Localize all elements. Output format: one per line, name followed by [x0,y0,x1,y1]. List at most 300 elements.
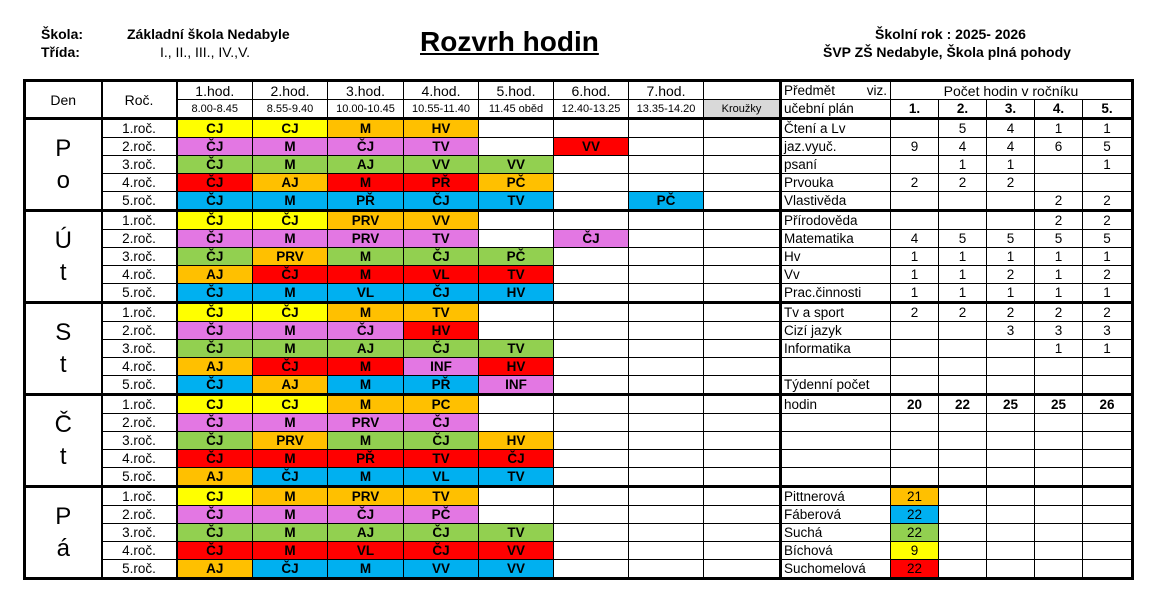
lesson-cell [554,119,629,138]
header-time: 8.55-9.40 [253,100,328,119]
hours-cell: 1 [1035,284,1083,303]
hours-cell [1035,524,1083,542]
header-krouzky: Kroužky [704,100,781,119]
lesson-cell [629,524,704,542]
lesson-cell: M [253,524,328,542]
lesson-cell: PČ [629,192,704,211]
school-year: Školní rok : 2025- 2026 [875,26,1026,42]
lesson-cell [554,542,629,560]
hours-cell [1035,174,1083,192]
lesson-cell [629,560,704,579]
hours-cell: 1 [1083,340,1133,358]
table-row [25,395,1133,414]
lesson-cell: M [253,322,328,340]
table-row [25,358,1133,376]
table-row [25,284,1133,303]
lesson-cell [629,303,704,322]
lesson-cell [629,487,704,506]
hours-cell: 4 [891,230,939,248]
lesson-cell [554,192,629,211]
lesson-cell: PŘ [404,376,479,395]
lesson-cell: VV [554,138,629,156]
day-label: Ú t [25,211,102,303]
table-row [25,340,1133,358]
hours-cell: 2 [987,266,1035,284]
lesson-cell: M [253,542,328,560]
subject-label: Hv [781,248,891,266]
lesson-cell: ČJ [177,303,253,322]
lesson-cell [554,432,629,450]
grade-label: 4.roč. [102,450,177,468]
hours-cell [891,211,939,230]
lesson-cell: ČJ [177,284,253,303]
grade-label: 3.roč. [102,524,177,542]
lesson-cell: TV [479,468,554,487]
hours-cell: 1 [891,248,939,266]
grade-label: 4.roč. [102,542,177,560]
hours-cell [1035,542,1083,560]
krouzky-cell [704,450,781,468]
grade-label: 1.roč. [102,395,177,414]
krouzky-cell [704,506,781,524]
hours-cell [1083,414,1133,432]
lesson-cell: M [328,395,404,414]
lesson-cell [554,376,629,395]
grade-label: 3.roč. [102,432,177,450]
lesson-cell: M [253,450,328,468]
grade-label: 1.roč. [102,487,177,506]
hours-cell [939,414,987,432]
lesson-cell [629,230,704,248]
lesson-cell: M [328,266,404,284]
hours-cell [1083,468,1133,487]
lesson-cell: VV [404,156,479,174]
hours-cell [939,468,987,487]
hours-cell [987,450,1035,468]
hours-cell [939,376,987,395]
krouzky-cell [704,303,781,322]
table-row [25,524,1133,542]
grade-label: 5.roč. [102,284,177,303]
lesson-cell [554,524,629,542]
table-row [25,303,1133,322]
hours-cell [987,340,1035,358]
hours-cell [891,468,939,487]
subject-label: Čtení a Lv [781,119,891,138]
header-ucebni-plan: učební plán [781,100,891,119]
timetable [23,79,1134,580]
subject-label: Týdenní počet [781,376,891,395]
header-time: 8.00-8.45 [177,100,253,119]
lesson-cell: ČJ [404,340,479,358]
hours-cell [891,156,939,174]
lesson-cell: TV [479,340,554,358]
lesson-cell: CJ [253,395,328,414]
svp-label: ŠVP ZŠ Nedabyle, Škola plná pohody [823,44,1071,60]
header-den: Den [25,81,102,119]
lesson-cell: TV [404,450,479,468]
lesson-cell [629,414,704,432]
hours-cell: 3 [987,322,1035,340]
hours-cell: 22 [939,395,987,414]
lesson-cell: CJ [177,119,253,138]
lesson-cell [554,284,629,303]
grade-label: 4.roč. [102,358,177,376]
lesson-cell [479,322,554,340]
lesson-cell: ČJ [404,542,479,560]
lesson-cell [554,506,629,524]
subject-label [781,432,891,450]
subject-label: Matematika [781,230,891,248]
hours-cell: 22 [891,560,939,579]
grade-label: 1.roč. [102,119,177,138]
subject-label: Fáberová [781,506,891,524]
grade-label: 5.roč. [102,192,177,211]
hours-cell: 1 [1035,340,1083,358]
hours-cell [1035,487,1083,506]
lesson-cell: M [253,138,328,156]
hours-cell [1035,376,1083,395]
lesson-cell: PČ [404,506,479,524]
lesson-cell: PC [404,395,479,414]
hours-cell [987,542,1035,560]
grade-label: 2.roč. [102,506,177,524]
hours-cell [987,560,1035,579]
hours-cell [987,468,1035,487]
day-label: Č t [25,395,102,487]
krouzky-cell [704,395,781,414]
hours-cell: 6 [1035,138,1083,156]
hours-cell: 26 [1083,395,1133,414]
lesson-cell: M [328,174,404,192]
lesson-cell [554,395,629,414]
header-time: 13.35-14.20 [629,100,704,119]
lesson-cell [629,284,704,303]
hours-cell [1083,506,1133,524]
header-predmet [781,81,891,100]
lesson-cell: ČJ [253,303,328,322]
hours-cell: 1 [939,248,987,266]
lesson-cell: ČJ [177,524,253,542]
table-row [25,468,1133,487]
table-row [25,156,1133,174]
hours-cell: 4 [987,119,1035,138]
krouzky-cell [704,138,781,156]
krouzky-cell [704,156,781,174]
hours-cell [891,432,939,450]
hours-cell [1035,468,1083,487]
lesson-cell: PRV [328,487,404,506]
predmet-label: Předmět [784,82,836,98]
lesson-cell: PRV [328,211,404,230]
hours-cell: 1 [891,284,939,303]
hours-cell [1035,432,1083,450]
grade-label: 5.roč. [102,376,177,395]
lesson-cell: M [253,192,328,211]
lesson-cell: M [328,358,404,376]
hours-cell [1083,560,1133,579]
hours-cell: 2 [1083,192,1133,211]
skola-value: Základní škola Nedabyle [127,26,290,42]
grade-label: 5.roč. [102,468,177,487]
lesson-cell: ČJ [253,358,328,376]
subject-label: jaz.vyuč. [781,138,891,156]
hours-cell [1083,542,1133,560]
hours-cell [939,322,987,340]
lesson-cell: VV [404,211,479,230]
hours-cell [891,192,939,211]
lesson-cell: AJ [253,376,328,395]
lesson-cell: AJ [328,340,404,358]
hours-cell: 1 [939,266,987,284]
lesson-cell: ČJ [479,450,554,468]
lesson-cell: M [328,248,404,266]
hours-cell [1083,358,1133,376]
page-title: Rozvrh hodin [420,26,599,57]
lesson-cell [629,248,704,266]
lesson-cell [554,156,629,174]
hours-cell: 4 [987,138,1035,156]
lesson-cell: ČJ [177,138,253,156]
krouzky-cell [704,542,781,560]
table-row [25,266,1133,284]
lesson-cell: CJ [177,395,253,414]
lesson-cell [629,395,704,414]
hours-cell [987,211,1035,230]
lesson-cell: VL [328,284,404,303]
grade-label: 2.roč. [102,230,177,248]
hours-cell: 2 [891,174,939,192]
lesson-cell [629,450,704,468]
subject-label: Bíchová [781,542,891,560]
table-row [25,138,1133,156]
hours-cell [891,376,939,395]
lesson-cell: PŘ [328,192,404,211]
lesson-cell: AJ [328,156,404,174]
lesson-cell [629,322,704,340]
lesson-cell [554,468,629,487]
lesson-cell: VV [479,560,554,579]
lesson-cell: ČJ [177,542,253,560]
lesson-cell [479,303,554,322]
lesson-cell: M [253,284,328,303]
lesson-cell: PŘ [328,450,404,468]
lesson-cell [629,468,704,487]
lesson-cell: ČJ [177,248,253,266]
hours-cell: 2 [1035,211,1083,230]
hours-cell: 9 [891,138,939,156]
lesson-cell [479,211,554,230]
hours-cell: 21 [891,487,939,506]
lesson-cell: ČJ [177,230,253,248]
lesson-cell: VL [328,542,404,560]
lesson-cell: M [328,432,404,450]
krouzky-cell [704,174,781,192]
lesson-cell: AJ [177,468,253,487]
lesson-cell: ČJ [328,506,404,524]
krouzky-cell [704,230,781,248]
hours-cell: 22 [891,506,939,524]
header-time: 10.00-10.45 [328,100,404,119]
hours-cell: 1 [891,266,939,284]
header-grade: 3. [987,100,1035,119]
lesson-cell [554,340,629,358]
subject-label: Přírodověda [781,211,891,230]
hours-cell: 9 [891,542,939,560]
hours-cell: 4 [939,138,987,156]
lesson-cell: PČ [479,248,554,266]
grade-label: 1.roč. [102,303,177,322]
trida-value: I., II., III., IV.,V. [160,44,251,60]
subject-label: Prac.činnosti [781,284,891,303]
lesson-cell [629,119,704,138]
lesson-cell [554,322,629,340]
lesson-cell: AJ [177,266,253,284]
hours-cell: 1 [1083,284,1133,303]
lesson-cell: M [253,230,328,248]
subject-label: Suchá [781,524,891,542]
hours-cell [987,192,1035,211]
header-pocet: Počet hodin v ročníku [891,81,1133,100]
lesson-cell [554,450,629,468]
lesson-cell [629,376,704,395]
lesson-cell [629,358,704,376]
hours-cell: 2 [1083,303,1133,322]
lesson-cell: M [253,506,328,524]
header-krouzky-blank [704,81,781,100]
table-row [25,414,1133,432]
lesson-cell: ČJ [404,192,479,211]
hours-cell [987,432,1035,450]
lesson-cell [629,542,704,560]
lesson-cell [629,340,704,358]
header-hour: 1.hod. [177,81,253,100]
lesson-cell [629,174,704,192]
table-row [25,174,1133,192]
lesson-cell [554,266,629,284]
hours-cell: 5 [1083,230,1133,248]
krouzky-cell [704,487,781,506]
lesson-cell: TV [404,487,479,506]
subject-label: psaní [781,156,891,174]
lesson-cell: TV [479,266,554,284]
hours-cell [987,414,1035,432]
lesson-cell: CJ [253,119,328,138]
lesson-cell [554,414,629,432]
lesson-cell: VL [404,266,479,284]
lesson-cell [629,156,704,174]
lesson-cell: ČJ [404,414,479,432]
krouzky-cell [704,284,781,303]
hours-cell [1035,156,1083,174]
lesson-cell [629,506,704,524]
lesson-cell: TV [404,138,479,156]
grade-label: 3.roč. [102,156,177,174]
table-row [25,322,1133,340]
hours-cell: 25 [1035,395,1083,414]
hours-cell: 2 [939,303,987,322]
table-row [25,560,1133,579]
header-hour: 5.hod. [479,81,554,100]
hours-cell [939,432,987,450]
header-grade: 2. [939,100,987,119]
header-roc: Roč. [102,81,177,119]
lesson-cell: TV [404,230,479,248]
lesson-cell: ČJ [177,174,253,192]
lesson-cell: PRV [328,414,404,432]
lesson-cell [479,395,554,414]
lesson-cell: ČJ [177,211,253,230]
hours-cell [891,450,939,468]
hours-cell: 2 [987,174,1035,192]
trida-label: Třída: [41,44,80,60]
lesson-cell: VV [479,156,554,174]
hours-cell: 22 [891,524,939,542]
lesson-cell [554,174,629,192]
hours-cell: 5 [1083,138,1133,156]
table-row [25,248,1133,266]
header-hour: 4.hod. [404,81,479,100]
hours-cell [939,524,987,542]
lesson-cell: CJ [177,487,253,506]
subject-label: Pittnerová [781,487,891,506]
subject-label [781,468,891,487]
lesson-cell: ČJ [177,450,253,468]
lesson-cell: HV [404,322,479,340]
subject-label [781,450,891,468]
skola-label: Škola: [41,26,84,42]
lesson-cell: TV [479,192,554,211]
lesson-cell [479,138,554,156]
table-row [25,119,1133,138]
day-label: P á [25,487,102,579]
lesson-cell: ČJ [404,432,479,450]
table-row [25,450,1133,468]
lesson-cell: M [253,414,328,432]
predmet-viz: viz. [866,82,887,98]
hours-cell [1083,487,1133,506]
krouzky-cell [704,340,781,358]
hours-cell: 25 [987,395,1035,414]
hours-cell: 2 [1083,211,1133,230]
lesson-cell [629,266,704,284]
lesson-cell: AJ [328,524,404,542]
table-row [25,376,1133,395]
subject-label: hodin [781,395,891,414]
lesson-cell: M [328,560,404,579]
hours-cell [1083,432,1133,450]
hours-cell [1035,450,1083,468]
lesson-cell [629,138,704,156]
hours-cell [939,450,987,468]
krouzky-cell [704,192,781,211]
hours-cell: 2 [1035,303,1083,322]
table-row [25,432,1133,450]
hours-cell: 20 [891,395,939,414]
hours-cell: 1 [1035,119,1083,138]
lesson-cell: PŘ [404,174,479,192]
lesson-cell: VV [479,542,554,560]
lesson-cell [479,506,554,524]
hours-cell [1035,560,1083,579]
hours-cell [939,506,987,524]
lesson-cell: ČJ [404,284,479,303]
subject-label [781,358,891,376]
hours-cell [1083,376,1133,395]
krouzky-cell [704,414,781,432]
lesson-cell [479,119,554,138]
lesson-cell: PČ [479,174,554,192]
